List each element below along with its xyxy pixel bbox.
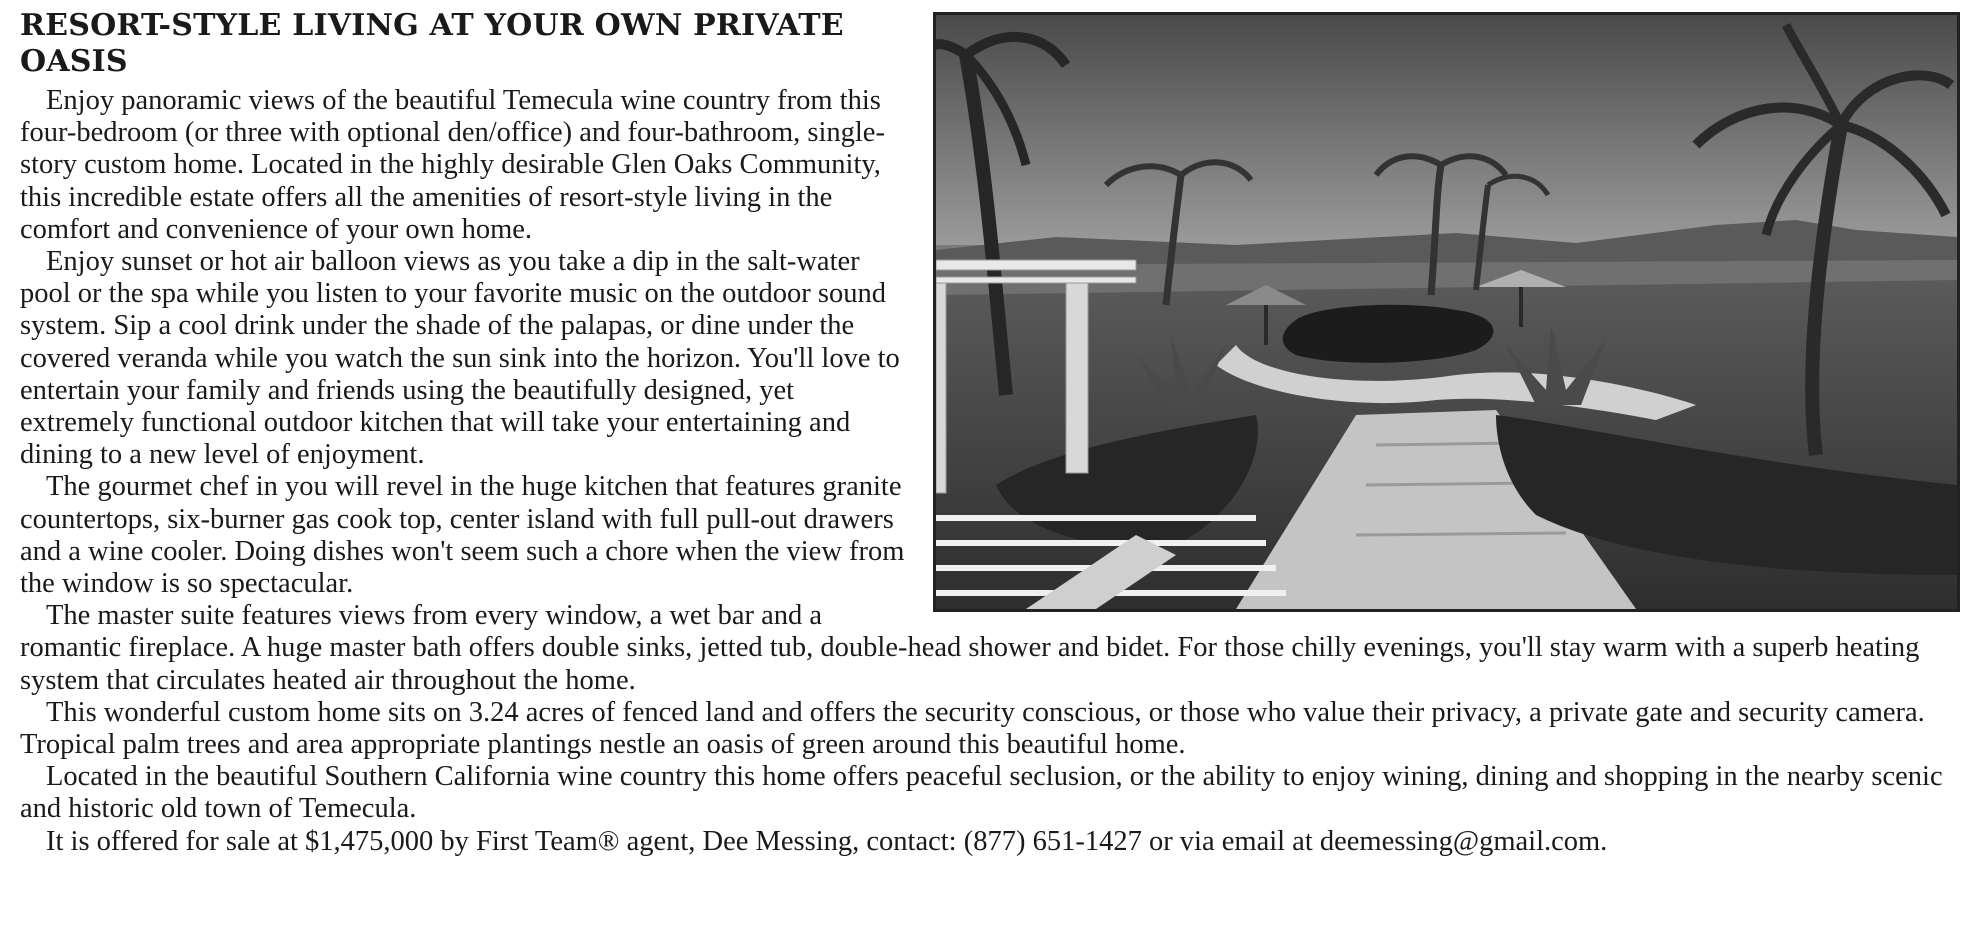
property-photo bbox=[933, 12, 1960, 612]
paragraph-land: This wonderful custom home sits on 3.24 acres of fenced land and offers the security conscious, or those who value their privacy, a private gate and security camera. Tropical palm trees and area appropriate plantings nestle an oasis of green around this beautiful home. bbox=[20, 696, 1925, 761]
article bbox=[20, 8, 1960, 858]
backyard-pool-photo bbox=[936, 15, 1957, 609]
paragraph-kitchen: The gourmet chef in you will revel in the huge kitchen that features granite countertops, six-burner gas cook top, center island with full pull-out drawers and a wine cooler. Doing dishes won't seem such a chore when the view from the window is so spectacular. bbox=[20, 471, 905, 600]
paragraph-price-contact: It is offered for sale at $1,475,000 by First Team® agent, Dee Messing, contact: (877) 651-1427 or via email at deemessing@gmail.com. bbox=[46, 825, 1608, 857]
paragraph-location: Located in the beautiful Southern California wine country this home offers peaceful seclusion, or the ability to enjoy wining, dining and shopping in the nearby scenic and historic old town of Temecula. bbox=[20, 761, 1943, 825]
paragraph-master-suite: The master suite features views from every window, a wet bar and a romantic fireplace. A huge master bath offers double sinks, jetted tub, double-head shower and bidet. For those chilly evenings, you'll stay warm with a superb heating system that circulates heated air throughout the home. bbox=[20, 600, 1920, 696]
article-headline: RESORT-STYLE LIVING AT YOUR OWN PRIVATE OASIS bbox=[20, 8, 844, 79]
pool bbox=[1283, 305, 1494, 363]
paragraph-intro: Enjoy panoramic views of the beautiful Temecula wine country from this four-bedroom (or three with optional den/office) and four-bathroom, single-story custom home. Located in the highly desirable Glen Oaks Community, this incredible estate offers all the amenities of resort-style living in the comfort and convenience of your own home. bbox=[20, 85, 885, 245]
paragraph-outdoor: Enjoy sunset or hot air balloon views as you take a dip in the salt-water pool or the spa while you listen to your favorite music on the outdoor sound system. Sip a cool drink under the shade of the palapas, or dine under the covered veranda while you watch the sun sink into the horizon. You'll love to entertain your family and friends using the beautifully designed, yet extremely functional outdoor kitchen that will take your entertaining and dining to a new level of enjoyment. bbox=[20, 246, 900, 471]
